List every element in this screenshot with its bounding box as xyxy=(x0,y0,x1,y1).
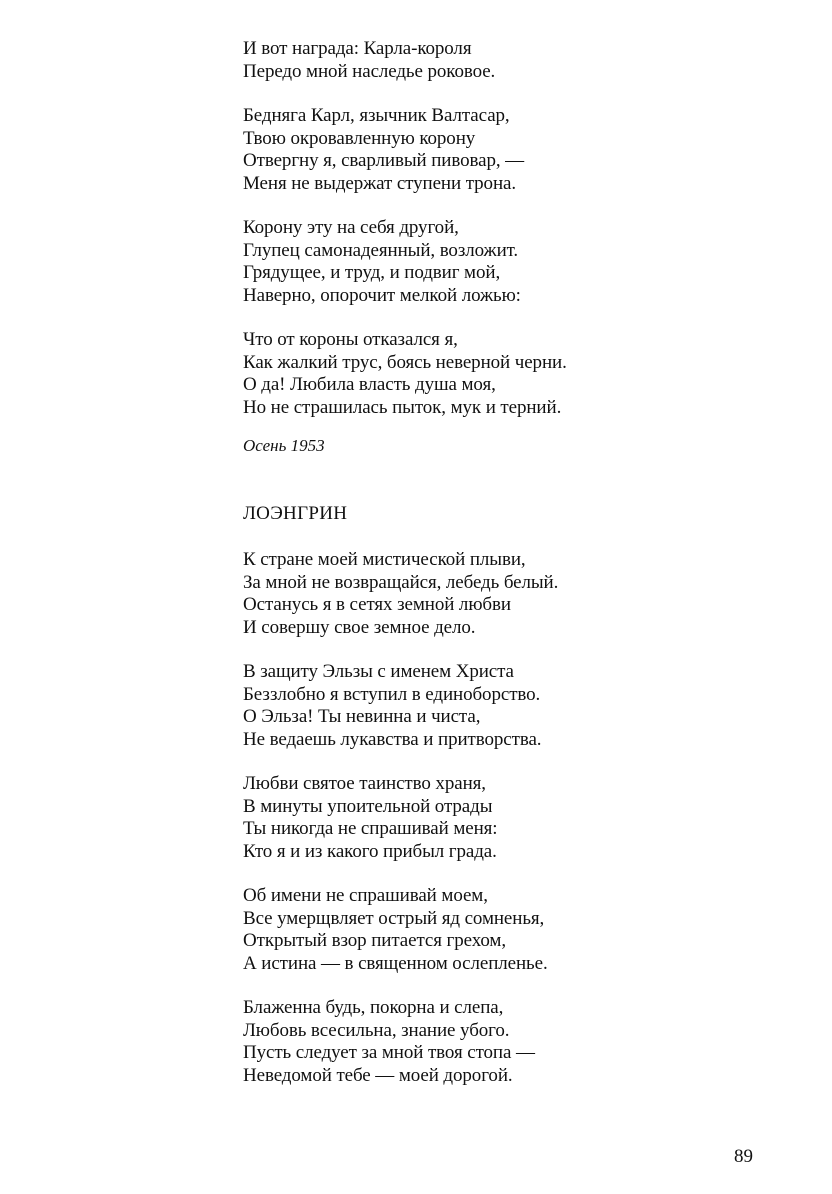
verse-line: В минуты упоительной отрады xyxy=(243,795,493,817)
poem-date: Осень 1953 xyxy=(243,436,325,455)
verse-line: А истина — в священном ослепленье. xyxy=(243,952,548,974)
verse-line: В защиту Эльзы с именем Христа xyxy=(243,661,514,682)
verse-line: Корону эту на себя другой, xyxy=(243,217,459,238)
verse-line: Твою окровавленную корону xyxy=(243,127,476,149)
verse-line: Об имени не спрашивай моем, xyxy=(243,885,488,906)
verse-line: Грядущее, и труд, и подвиг мой, xyxy=(243,262,501,283)
verse-line: Неведомой тебе — моей дорогой. xyxy=(243,1064,513,1086)
verse-line: Останусь я в сетях земной любви xyxy=(243,594,511,615)
verse-line: Кто я и из какого прибыл града. xyxy=(243,840,497,862)
verse-line: За мной не возвращайся, лебедь белый. xyxy=(243,571,559,593)
poem2-stanza-1 xyxy=(243,549,763,639)
verse-line: Глупец самонадеянный, возложит. xyxy=(243,239,519,261)
verse-line: О Эльза! Ты невинна и чиста, xyxy=(243,706,481,727)
verse-line: Бедняга Карл, язычник Валтасар, xyxy=(243,105,510,126)
poem-title: ЛОЭНГРИН xyxy=(243,503,348,524)
verse-line: Беззлобно я вступил в единоборство. xyxy=(243,683,541,705)
verse-line: Пусть следует за мной твоя стопа — xyxy=(243,1042,535,1063)
poem1-stanza-3 xyxy=(243,217,763,307)
verse-line: Ты никогда не спрашивай меня: xyxy=(243,818,498,839)
page-number: 89 xyxy=(734,1146,753,1167)
verse-line: Меня не выдержат ступени трона. xyxy=(243,172,517,194)
verse-line: Наверно, опорочит мелкой ложью: xyxy=(243,284,521,306)
poem1-stanza-2 xyxy=(243,105,763,195)
text-column xyxy=(243,38,763,1087)
verse-line: К стране моей мистической плыви, xyxy=(243,549,526,570)
verse-line: И вот награда: Карла-короля xyxy=(243,38,472,59)
verse-line: Не ведаешь лукавства и притворства. xyxy=(243,728,542,750)
verse-line: О да! Любила власть душа моя, xyxy=(243,374,496,395)
poem1-stanza-1 xyxy=(243,38,763,83)
poem1-stanza-4 xyxy=(243,329,763,419)
verse-line: И совершу свое земное дело. xyxy=(243,616,476,638)
verse-line: Как жалкий трус, боясь неверной черни. xyxy=(243,351,567,373)
verse-line: Любви святое таинство храня, xyxy=(243,773,486,794)
verse-line: Блаженна будь, покорна и слепа, xyxy=(243,997,504,1018)
verse-line: Отвергну я, сварливый пивовар, — xyxy=(243,150,525,171)
verse-line: Открытый взор питается грехом, xyxy=(243,930,506,951)
poem2-stanza-5 xyxy=(243,997,763,1087)
verse-line: Что от короны отказался я, xyxy=(243,329,458,350)
poem2-stanza-2 xyxy=(243,661,763,751)
verse-line: Передо мной наследье роковое. xyxy=(243,60,496,82)
verse-line: Все умерщвляет острый яд сомненья, xyxy=(243,907,545,929)
verse-line: Любовь всесильна, знание убого. xyxy=(243,1019,510,1041)
poem2-stanza-4 xyxy=(243,885,763,975)
verse-line: Но не страшилась пыток, мук и терний. xyxy=(243,396,562,418)
poem2-stanza-3 xyxy=(243,773,763,863)
